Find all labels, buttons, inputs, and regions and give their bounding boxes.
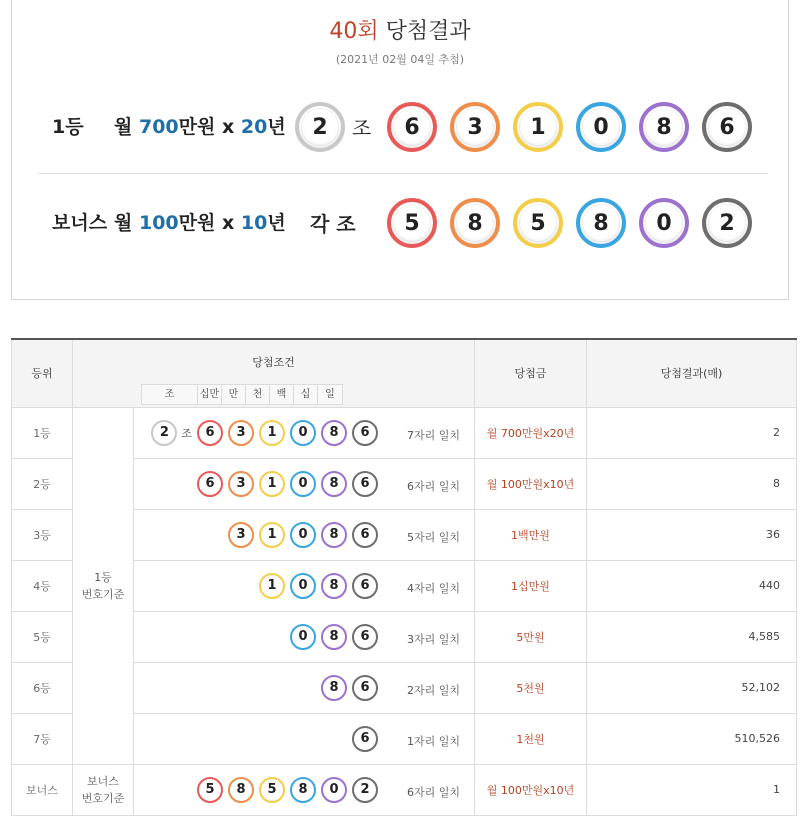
header-condition-title: 당첨조건 [252,356,295,369]
small-ball: 1 [259,573,285,599]
first-prize-row [12,96,788,156]
small-ball: 6 [352,675,378,701]
basis-first-line2: 번호기준 [81,587,125,601]
small-ball: 5 [197,777,223,803]
header-prize: 당첨금 [475,339,587,407]
digit-col: 십만 [198,385,222,404]
balls-cell [134,458,475,509]
basis-first-line1: 1등 [94,570,112,584]
prize-cell: 월 700만원x20년 [475,407,587,458]
balls-cell [134,713,475,764]
rank-cell: 4등 [12,560,73,611]
small-ball: 6 [352,624,378,650]
draw-date: (2021년 02월 04일 추첨) [335,53,465,66]
count-cell: 440 [587,560,797,611]
match-text: 3자리 일치 [407,632,460,646]
header-rank: 등위 [12,339,73,407]
bonus-prize-amount [114,208,286,235]
bonus-ball: 5 [513,198,563,248]
basis-bonus-line2: 번호기준 [81,791,125,805]
small-ball: 3 [228,522,254,548]
balls-cell [134,509,475,560]
match-text: 2자리 일치 [407,683,460,697]
digit-col: 백 [270,385,294,404]
bonus-prize-row [12,192,788,252]
result-panel [11,0,789,300]
digit-col: 조 [142,385,198,404]
small-ball: 6 [352,522,378,548]
amount-prefix: 월 [114,212,139,234]
rank-cell: 7등 [12,713,73,764]
group-label: 조 [352,116,372,140]
digit-col: 만 [222,385,246,404]
bonus-prize-label: 보너스 [52,212,108,234]
amount-mid: 만원 x [178,212,241,234]
count-cell: 8 [587,458,797,509]
prize-table [11,338,797,816]
small-ball: 1 [259,420,285,446]
balls-cell [134,764,475,815]
amount-suffix: 년 [267,116,286,138]
basis-cell [73,407,134,764]
small-ball: 8 [228,777,254,803]
rank-cell: 5등 [12,611,73,662]
balls-cell [134,560,475,611]
count-cell: 2 [587,407,797,458]
small-ball: 8 [321,522,347,548]
digit-col: 천 [246,385,270,404]
prize-cell: 5만원 [475,611,587,662]
prize-cell: 월 100만원x10년 [475,764,587,815]
basis-cell [73,764,134,815]
match-text: 7자리 일치 [407,428,460,442]
digit-col: 일 [325,389,335,400]
table-row [12,407,797,458]
small-ball: 6 [197,471,223,497]
balls-cell [134,407,475,458]
prize-cell: 월 100만원x10년 [475,458,587,509]
bonus-ball: 8 [450,198,500,248]
match-text: 6자리 일치 [407,479,460,493]
rank-cell: 1등 [12,407,73,458]
round-number: 40회 [329,19,379,44]
count-cell: 52,102 [587,662,797,713]
result-title-suffix: 당첨결과 [378,19,471,44]
small-ball: 3 [228,471,254,497]
first-prize-amount [114,112,286,139]
bonus-ball: 5 [387,198,437,248]
small-ball: 0 [321,777,347,803]
group-label: 각 조 [310,212,356,236]
match-text: 6자리 일치 [407,785,460,799]
winning-ball: 6 [387,102,437,152]
small-ball: 1 [259,471,285,497]
winning-ball: 6 [702,102,752,152]
result-title [12,14,788,45]
small-ball: 8 [321,573,347,599]
winning-ball: 3 [450,102,500,152]
match-text: 5자리 일치 [407,530,460,544]
row-divider [38,173,768,174]
count-cell: 510,526 [587,713,797,764]
header-count: 당첨결과(매) [587,339,797,407]
small-ball: 8 [321,675,347,701]
small-ball: 6 [197,420,223,446]
small-ball: 8 [321,471,347,497]
small-ball: 5 [259,777,285,803]
winning-ball: 0 [576,102,626,152]
match-text: 1자리 일치 [407,734,460,748]
small-ball: 8 [321,624,347,650]
amount-years: 10 [240,212,268,234]
small-ball: 6 [352,420,378,446]
small-ball: 2 [151,420,177,446]
amount-years: 20 [240,116,268,138]
amount-prefix: 월 [114,116,139,138]
small-ball: 0 [290,624,316,650]
small-ball: 8 [290,777,316,803]
rank-cell: 보너스 [12,764,73,815]
count-cell: 36 [587,509,797,560]
small-ball: 6 [352,573,378,599]
bonus-ball: 0 [639,198,689,248]
rank-cell: 2등 [12,458,73,509]
small-ball: 1 [259,522,285,548]
basis-bonus-line1: 보너스 [87,774,119,788]
small-ball: 0 [290,522,316,548]
jo-label: 조 [181,426,192,440]
count-cell: 4,585 [587,611,797,662]
first-prize-label: 1등 [52,116,84,138]
rank-cell: 6등 [12,662,73,713]
count-cell: 1 [587,764,797,815]
digit-column-strip [141,384,343,405]
small-ball: 3 [228,420,254,446]
bonus-ball: 2 [702,198,752,248]
small-ball: 6 [352,471,378,497]
group-ball: 2 [295,102,345,152]
amount-mid: 만원 x [178,116,241,138]
winning-ball: 8 [639,102,689,152]
digit-col: 십 [294,385,318,404]
prize-cell: 1십만원 [475,560,587,611]
prize-cell: 1천원 [475,713,587,764]
bonus-ball: 8 [576,198,626,248]
amount-value: 100 [138,212,179,234]
small-ball: 6 [352,726,378,752]
small-ball: 0 [290,573,316,599]
small-ball: 2 [352,777,378,803]
match-text: 4자리 일치 [407,581,460,595]
small-ball: 8 [321,420,347,446]
small-ball: 0 [290,471,316,497]
rank-cell: 3등 [12,509,73,560]
table-row [12,764,797,815]
prize-cell: 1백만원 [475,509,587,560]
balls-cell [134,662,475,713]
amount-suffix: 년 [267,212,286,234]
balls-cell [134,611,475,662]
prize-cell: 5천원 [475,662,587,713]
winning-ball: 1 [513,102,563,152]
small-ball: 0 [290,420,316,446]
header-condition [73,339,475,407]
amount-value: 700 [138,116,179,138]
